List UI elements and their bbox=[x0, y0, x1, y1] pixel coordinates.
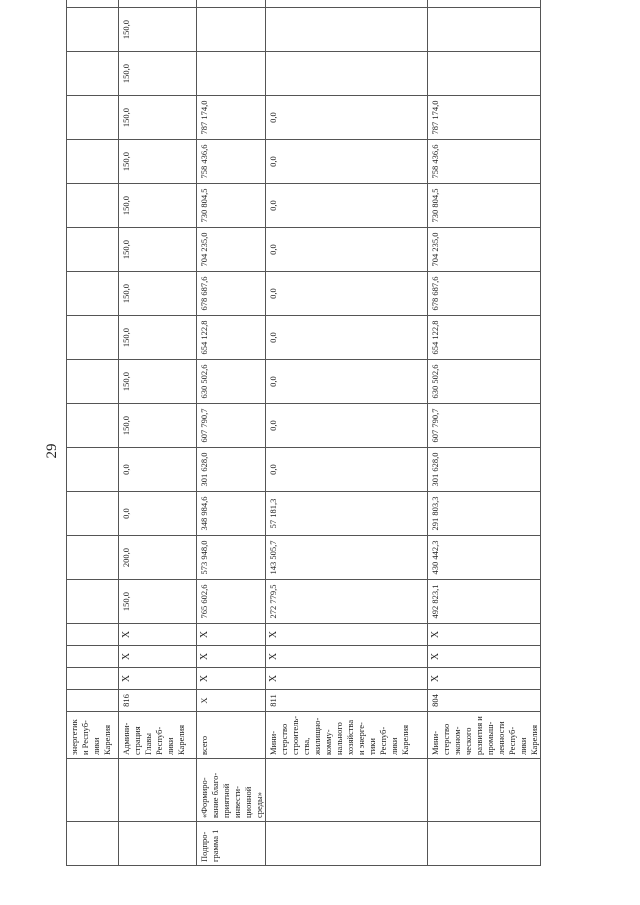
budget-value-cell: 150,0 bbox=[119, 184, 197, 228]
table-row bbox=[67, 0, 119, 866]
budget-value-cell: 0,0 bbox=[266, 448, 428, 492]
vr-code-cell: Х bbox=[428, 624, 541, 646]
budget-value-cell bbox=[67, 140, 119, 184]
row-name-cell bbox=[119, 759, 197, 822]
budget-value-cell bbox=[67, 448, 119, 492]
budget-value-cell bbox=[67, 536, 119, 580]
rz-code-cell: Х bbox=[266, 668, 428, 690]
budget-value-cell bbox=[197, 0, 266, 8]
budget-value-cell: 272 779,5 bbox=[266, 580, 428, 624]
row-status-cell bbox=[67, 822, 119, 866]
budget-value-cell: 573 948,0 bbox=[197, 536, 266, 580]
budget-value-cell: 0,0 bbox=[266, 96, 428, 140]
budget-table bbox=[66, 0, 541, 866]
budget-value-cell bbox=[266, 52, 428, 96]
budget-value-cell bbox=[67, 404, 119, 448]
budget-value-cell bbox=[67, 272, 119, 316]
rz-code-cell: Х bbox=[197, 668, 266, 690]
cs-code-cell: Х bbox=[266, 646, 428, 668]
budget-value-cell bbox=[67, 8, 119, 52]
budget-value-cell: 291 803,3 bbox=[428, 492, 541, 536]
budget-value-cell bbox=[119, 0, 197, 8]
budget-value-cell: 0,0 bbox=[266, 404, 428, 448]
budget-value-cell: 704 235,0 bbox=[197, 228, 266, 272]
row-name-cell bbox=[67, 759, 119, 822]
budget-value-cell: 150,0 bbox=[119, 580, 197, 624]
budget-value-cell: 150,0 bbox=[119, 52, 197, 96]
budget-value-cell bbox=[67, 316, 119, 360]
page-number: 29 bbox=[44, 443, 60, 459]
budget-value-cell: 143 505,7 bbox=[266, 536, 428, 580]
grbs-code-cell: 816 bbox=[119, 690, 197, 712]
budget-value-cell: 150,0 bbox=[119, 272, 197, 316]
budget-value-cell: 0,0 bbox=[266, 360, 428, 404]
budget-value-cell: 57 181,3 bbox=[266, 492, 428, 536]
budget-value-cell: 301 628,0 bbox=[428, 448, 541, 492]
budget-value-cell: 0,0 bbox=[266, 272, 428, 316]
cs-code-cell bbox=[67, 646, 119, 668]
budget-value-cell: 0,0 bbox=[266, 228, 428, 272]
budget-value-cell: 0,0 bbox=[119, 492, 197, 536]
row-executor-cell: всего bbox=[197, 712, 266, 759]
budget-value-cell bbox=[67, 96, 119, 140]
budget-value-cell: 630 502,6 bbox=[197, 360, 266, 404]
grbs-code-cell bbox=[67, 690, 119, 712]
budget-value-cell: 0,0 bbox=[119, 448, 197, 492]
rotated-table-frame bbox=[66, 19, 539, 866]
budget-value-cell bbox=[428, 8, 541, 52]
budget-value-cell: 787 174,0 bbox=[428, 96, 541, 140]
budget-value-cell: 150,0 bbox=[119, 8, 197, 52]
budget-value-cell: 150,0 bbox=[119, 316, 197, 360]
budget-value-cell: 150,0 bbox=[119, 228, 197, 272]
budget-table-body bbox=[67, 0, 541, 866]
row-name-cell: «Формиро-вание благо-приятной инвести-ционной среды» bbox=[197, 759, 266, 822]
vr-code-cell: Х bbox=[197, 624, 266, 646]
rz-code-cell bbox=[67, 668, 119, 690]
budget-value-cell bbox=[197, 52, 266, 96]
vr-code-cell: Х bbox=[119, 624, 197, 646]
budget-value-cell bbox=[428, 0, 541, 8]
budget-value-cell: 758 436,6 bbox=[197, 140, 266, 184]
budget-value-cell: 150,0 bbox=[119, 404, 197, 448]
budget-value-cell: 301 628,0 bbox=[197, 448, 266, 492]
cs-code-cell: Х bbox=[119, 646, 197, 668]
table-row bbox=[197, 0, 266, 866]
row-status-cell bbox=[428, 822, 541, 866]
vr-code-cell bbox=[67, 624, 119, 646]
grbs-code-cell: 804 bbox=[428, 690, 541, 712]
budget-value-cell: 654 122,8 bbox=[428, 316, 541, 360]
budget-value-cell: 630 502,6 bbox=[428, 360, 541, 404]
budget-value-cell bbox=[67, 360, 119, 404]
budget-value-cell: 0,0 bbox=[266, 184, 428, 228]
budget-value-cell: 758 436,6 bbox=[428, 140, 541, 184]
row-status-cell: Подпро-грамма 1 bbox=[197, 822, 266, 866]
budget-value-cell: 492 823,1 bbox=[428, 580, 541, 624]
cs-code-cell: Х bbox=[428, 646, 541, 668]
budget-value-cell: 678 687,6 bbox=[197, 272, 266, 316]
vr-code-cell: Х bbox=[266, 624, 428, 646]
budget-value-cell bbox=[67, 52, 119, 96]
budget-value-cell bbox=[67, 492, 119, 536]
budget-value-cell bbox=[197, 8, 266, 52]
cs-code-cell: Х bbox=[197, 646, 266, 668]
grbs-code-cell: 811 bbox=[266, 690, 428, 712]
budget-value-cell: 0,0 bbox=[266, 316, 428, 360]
table-row bbox=[266, 0, 428, 866]
rz-code-cell: Х bbox=[428, 668, 541, 690]
budget-value-cell bbox=[67, 0, 119, 8]
budget-value-cell: 150,0 bbox=[119, 96, 197, 140]
budget-value-cell: 348 984,6 bbox=[197, 492, 266, 536]
budget-value-cell: 765 602,6 bbox=[197, 580, 266, 624]
budget-value-cell bbox=[67, 228, 119, 272]
table-row bbox=[119, 0, 197, 866]
budget-value-cell: 430 442,3 bbox=[428, 536, 541, 580]
budget-value-cell: 704 235,0 bbox=[428, 228, 541, 272]
grbs-code-cell: Х bbox=[197, 690, 266, 712]
budget-value-cell: 730 804,5 bbox=[197, 184, 266, 228]
budget-value-cell bbox=[428, 52, 541, 96]
budget-value-cell bbox=[67, 580, 119, 624]
budget-value-cell: 654 122,8 bbox=[197, 316, 266, 360]
row-status-cell bbox=[119, 822, 197, 866]
row-executor-cell: энергетики Респуб-лики Карелия bbox=[67, 712, 119, 759]
row-status-cell bbox=[266, 822, 428, 866]
rz-code-cell: Х bbox=[119, 668, 197, 690]
table-wrapper bbox=[66, 19, 539, 866]
budget-value-cell: 150,0 bbox=[119, 360, 197, 404]
budget-value-cell: 0,0 bbox=[266, 140, 428, 184]
budget-value-cell: 200,0 bbox=[119, 536, 197, 580]
budget-value-cell bbox=[67, 184, 119, 228]
row-name-cell bbox=[428, 759, 541, 822]
table-row bbox=[428, 0, 541, 866]
budget-value-cell: 607 790,7 bbox=[428, 404, 541, 448]
budget-value-cell: 730 804,5 bbox=[428, 184, 541, 228]
row-name-cell bbox=[266, 759, 428, 822]
row-executor-cell: Мини-стерство эконом-ческого развития и промыш-ленности Респуб-лики Карелия bbox=[428, 712, 541, 759]
row-executor-cell: Мини-стерство строитель-ства, жилищно-комму-нального хозяйства и энерге-тики Респуб-лики Карелия bbox=[266, 712, 428, 759]
budget-value-cell bbox=[266, 0, 428, 8]
budget-value-cell: 607 790,7 bbox=[197, 404, 266, 448]
budget-value-cell: 787 174,0 bbox=[197, 96, 266, 140]
budget-value-cell bbox=[266, 8, 428, 52]
budget-value-cell: 150,0 bbox=[119, 140, 197, 184]
budget-value-cell: 678 687,6 bbox=[428, 272, 541, 316]
row-executor-cell: Админи-страция Главы Респуб-лики Карелия bbox=[119, 712, 197, 759]
